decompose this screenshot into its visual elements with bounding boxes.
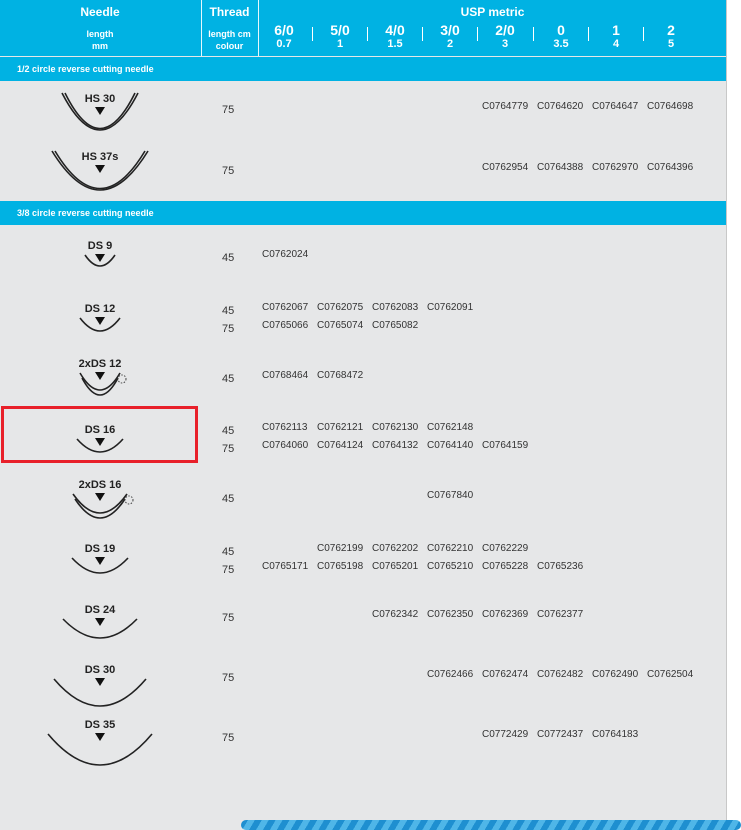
product-code[interactable]: C0762024 [262, 249, 309, 260]
thread-length: 45 [222, 425, 235, 437]
needle-icon [42, 149, 158, 199]
needle-shape [52, 91, 148, 144]
metric-size-label: 5 [667, 38, 675, 50]
usp-size-header [643, 22, 699, 50]
product-code[interactable]: C0765082 [372, 320, 419, 331]
selection-highlight [1, 406, 198, 463]
needle-point-icon [95, 678, 105, 686]
needle-label: 2xDS 12 [78, 358, 122, 370]
usp-size-label: 3/0 [440, 22, 460, 38]
usp-column-divider [643, 27, 644, 41]
usp-size-header [422, 22, 478, 50]
product-code[interactable]: C0765066 [262, 320, 309, 331]
product-code[interactable]: C0762466 [427, 669, 474, 680]
usp-size-label: 2 [667, 22, 675, 38]
product-code[interactable]: C0764698 [647, 101, 694, 112]
product-code[interactable]: C0762121 [317, 422, 364, 433]
product-code[interactable]: C0765201 [372, 561, 419, 572]
product-code[interactable]: C0762113 [262, 422, 308, 433]
needle-icon [52, 91, 148, 139]
product-code[interactable]: C0764140 [427, 440, 474, 451]
product-code[interactable]: C0764647 [592, 101, 639, 112]
product-code[interactable]: C0762377 [537, 609, 584, 620]
section-header [0, 57, 726, 81]
product-code[interactable]: C0762504 [647, 669, 694, 680]
section-title: 3/8 circle reverse cutting needle [17, 208, 154, 218]
thread-length: 75 [222, 732, 235, 744]
needle-cell [40, 479, 160, 539]
needle-point-icon [95, 733, 105, 741]
thread-length: 75 [222, 564, 235, 576]
thread-length: 45 [222, 252, 235, 264]
usp-size-header [256, 22, 312, 50]
usp-column-divider [533, 27, 534, 41]
product-code[interactable]: C0765171 [262, 561, 309, 572]
needle-point-icon [95, 254, 105, 262]
usp-column-divider [312, 27, 313, 41]
usp-size-label: 5/0 [330, 22, 350, 38]
needle-point-icon [95, 372, 105, 380]
thread-length: 75 [222, 612, 235, 624]
thread-length: 45 [222, 373, 235, 385]
product-code[interactable]: C0762083 [372, 302, 419, 313]
product-code[interactable]: C0764620 [537, 101, 584, 112]
product-code[interactable]: C0772429 [482, 729, 529, 740]
usp-column-divider [422, 27, 423, 41]
usp-size-label: 4/0 [385, 22, 405, 38]
table-header [0, 0, 726, 56]
product-code[interactable]: C0768464 [262, 370, 309, 381]
product-code[interactable]: C0764183 [592, 729, 639, 740]
needle-label: HS 30 [84, 93, 116, 105]
needle-cell [40, 604, 160, 664]
needle-label: DS 12 [84, 303, 116, 315]
metric-size-label: 2 [446, 38, 454, 50]
needle-cell [40, 240, 160, 300]
needle-header-title: Needle [80, 5, 120, 19]
needle-header-unit: mm [91, 41, 108, 51]
thread-length: 45 [222, 305, 235, 317]
needle-point-icon [95, 493, 105, 501]
thread-length: 75 [222, 165, 235, 177]
usp-column-divider [477, 27, 478, 41]
product-code[interactable]: C0762954 [482, 162, 529, 173]
product-code[interactable]: C0764159 [482, 440, 529, 451]
decorative-bottom-bar [241, 820, 741, 830]
usp-size-header [367, 22, 423, 50]
usp-size-label: 2/0 [495, 22, 515, 38]
needle-point-icon [95, 317, 105, 325]
product-code[interactable]: C0765074 [317, 320, 364, 331]
usp-size-header [312, 22, 368, 50]
metric-size-label: 0.7 [276, 38, 292, 50]
usp-size-header [533, 22, 589, 50]
needle-header-length: length [86, 29, 114, 39]
metric-size-label: 1.5 [387, 38, 403, 50]
page-edge [726, 0, 741, 830]
needle-cell [40, 719, 160, 779]
needle-label: DS 24 [84, 604, 116, 616]
thread-length: 75 [222, 443, 235, 455]
product-code[interactable]: C0765228 [482, 561, 529, 572]
product-code[interactable]: C0765198 [317, 561, 364, 572]
product-code[interactable]: C0762229 [482, 543, 529, 554]
thread-header-title: Thread [209, 5, 250, 19]
needle-shape [42, 149, 158, 204]
product-code[interactable]: C0762342 [372, 609, 419, 620]
thread-header-colour: colour [215, 41, 244, 51]
product-code[interactable]: C0762210 [427, 543, 474, 554]
needle-point-icon [95, 557, 105, 565]
product-code[interactable]: C0762199 [317, 543, 364, 554]
product-code[interactable]: C0762202 [372, 543, 419, 554]
product-code[interactable]: C0767840 [427, 490, 474, 501]
thread-length: 45 [222, 546, 235, 558]
product-code[interactable]: C0762350 [427, 609, 474, 620]
needle-cell [40, 543, 160, 603]
needle-point-icon [95, 618, 105, 626]
product-code[interactable]: C0764396 [647, 162, 694, 173]
product-code[interactable]: C0762091 [427, 302, 474, 313]
needle-point-icon [95, 107, 105, 115]
thread-header-length: length cm [208, 29, 251, 39]
product-code[interactable]: C0764779 [482, 101, 529, 112]
product-code[interactable]: C0762474 [482, 669, 529, 680]
needle-label: DS 9 [87, 240, 113, 252]
usp-size-label: 0 [557, 22, 565, 38]
product-code[interactable]: C0764132 [372, 440, 419, 451]
product-code[interactable]: C0762130 [372, 422, 419, 433]
product-code[interactable]: C0762482 [537, 669, 584, 680]
product-code[interactable]: C0762148 [427, 422, 474, 433]
product-code[interactable]: C0765210 [427, 561, 474, 572]
product-code[interactable]: C0762970 [592, 162, 639, 173]
thread-length: 45 [222, 493, 235, 505]
product-code[interactable]: C0762490 [592, 669, 639, 680]
section-title: 1/2 circle reverse cutting needle [17, 64, 154, 74]
metric-size-label: 3.5 [553, 38, 569, 50]
needle-cell [40, 93, 160, 153]
usp-size-label: 1 [612, 22, 620, 38]
needle-label: DS 35 [84, 719, 116, 731]
usp-column-divider [588, 27, 589, 41]
thread-length: 75 [222, 104, 235, 116]
thread-length: 75 [222, 672, 235, 684]
product-code[interactable]: C0768472 [317, 370, 364, 381]
product-code[interactable]: C0762067 [262, 302, 309, 313]
metric-size-label: 4 [612, 38, 620, 50]
product-code[interactable]: C0762075 [317, 302, 364, 313]
needle-cell [40, 303, 160, 363]
needle-label: DS 30 [84, 664, 116, 676]
needle-label: DS 19 [84, 543, 116, 555]
needle-cell [40, 664, 160, 724]
product-code[interactable]: C0762369 [482, 609, 529, 620]
metric-size-label: 3 [501, 38, 509, 50]
needle-point-icon [95, 165, 105, 173]
usp-header-title: USP metric [460, 5, 525, 19]
product-code[interactable]: C0764124 [317, 440, 364, 451]
needle-label: HS 37s [81, 151, 119, 163]
product-code[interactable]: C0772437 [537, 729, 584, 740]
thread-length: 75 [222, 323, 235, 335]
product-code[interactable]: C0764060 [262, 440, 309, 451]
thread-column-header [202, 0, 257, 56]
product-code[interactable]: C0765236 [537, 561, 584, 572]
usp-size-header [588, 22, 644, 50]
needle-label: 2xDS 16 [78, 479, 122, 491]
usp-column-divider [367, 27, 368, 41]
usp-size-header [477, 22, 533, 50]
metric-size-label: 1 [336, 38, 344, 50]
needle-column-header [0, 0, 200, 56]
needle-cell [40, 151, 160, 211]
product-code[interactable]: C0764388 [537, 162, 584, 173]
usp-size-label: 6/0 [274, 22, 294, 38]
needle-label: DS 16 [84, 424, 116, 436]
